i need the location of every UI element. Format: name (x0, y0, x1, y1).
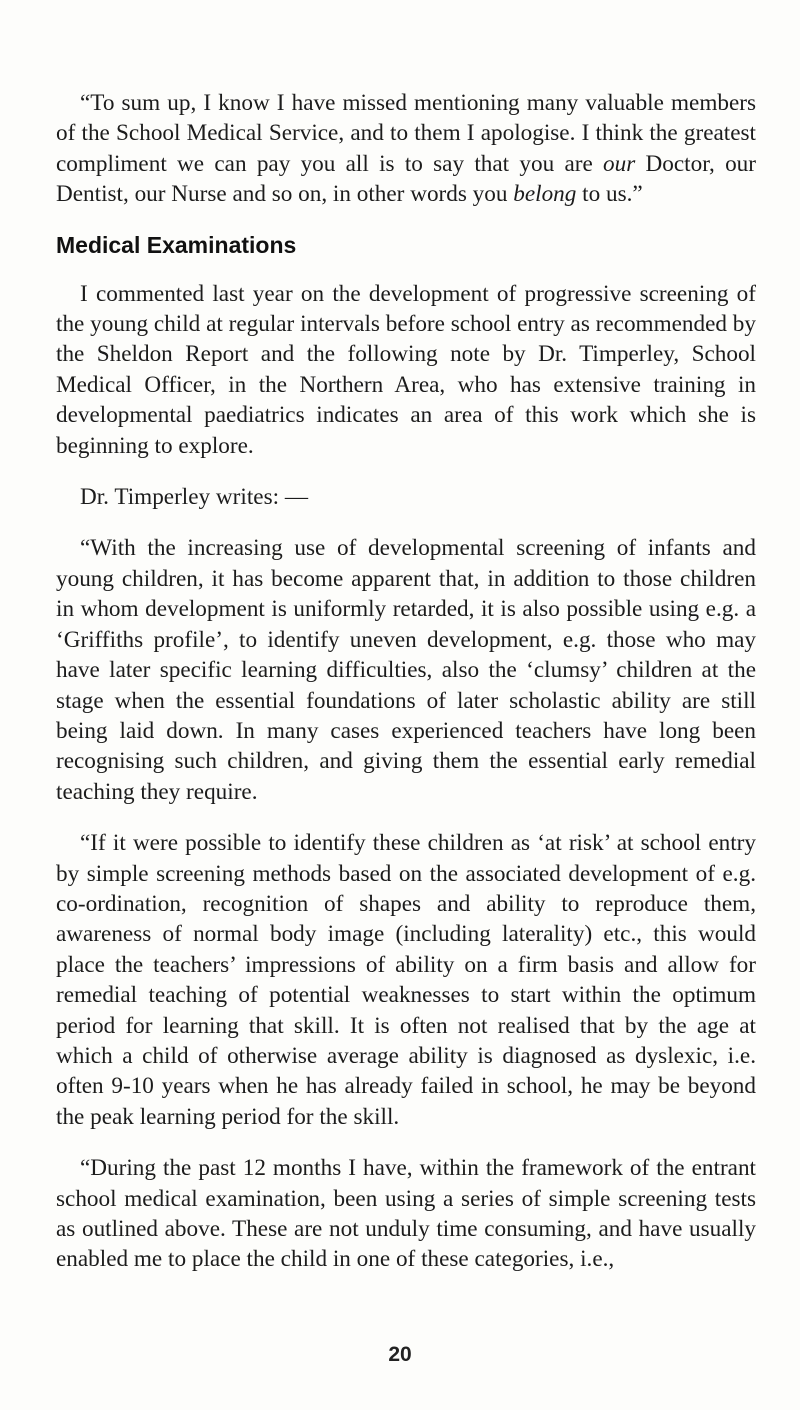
intro-text-part-2: Doctor, our Dentist, our Nurse and so on, in other words you (56, 150, 756, 208)
paragraph-timperley-writes: Dr. Timperley writes: — (80, 484, 309, 511)
intro-text-part-3: to us.” (576, 181, 643, 208)
intro-emphasis-our: our (603, 150, 636, 177)
intro-text-part-1: “To sum up, I know I have missed mentioning many valuable members of the School Medical Service, and to them I apologise. I think the greatest compliment we can pay you all is to say that you are (56, 90, 756, 177)
paragraph-past-12-months: “During the past 12 months I have, within the framework of the entrant school medical examination, been using a series of simple screening tests as outlined above. These are not unduly time consuming, and have usually enabled me to place the child in one of these categories, i.e., (56, 1155, 756, 1273)
page-number: 20 (388, 1343, 412, 1366)
paragraph-at-risk: “If it were possible to identify these children as ‘at risk’ at school entry by simple screening methods based on the associated development of e.g. co-ordination, recognition of shapes and ability to reproduce them, awareness of normal body image (including laterality) etc., this would place the teachers’ impressions of ability on a firm basis and allow for remedial teaching of potential weaknesses to start within the optimum period for learning that skill. It is often not realised that by the age at which a child of otherwise average ability is diagnosed as dyslexic, i.e. often 9-10 years when he has already failed in school, he may be beyond the peak learning period for the skill. (56, 830, 756, 1130)
section-heading: Medical Examinations (56, 231, 297, 258)
paragraph-screening-note: I commented last year on the development of progressive screening of the young child at regular intervals before school entry as recommended by the Sheldon Report and the following note by Dr. Timperley, School Medical Officer, in the Northern Area, who has extensive training in developmental paediatrics indicates an area of this work which she is beginning to explore. (56, 280, 756, 459)
text-column (56, 88, 756, 1296)
paragraph-developmental-screening: “With the increasing use of developmental screening of infants and young children, it has become apparent that, in addition to those children in whom development is uniformly retarded, it is also possible using e.g. a ‘Griffiths profile’, to identify uneven development, e.g. those who may have later specific learning difficulties, also the ‘clumsy’ children at the stage when the essential foundations of later scholastic ability are still being laid down. In many cases experienced teachers have long been recognising such children, and giving them the essential early remedial teaching they require. (56, 535, 756, 805)
intro-paragraph (56, 88, 756, 210)
intro-emphasis-belong: belong (513, 181, 577, 208)
